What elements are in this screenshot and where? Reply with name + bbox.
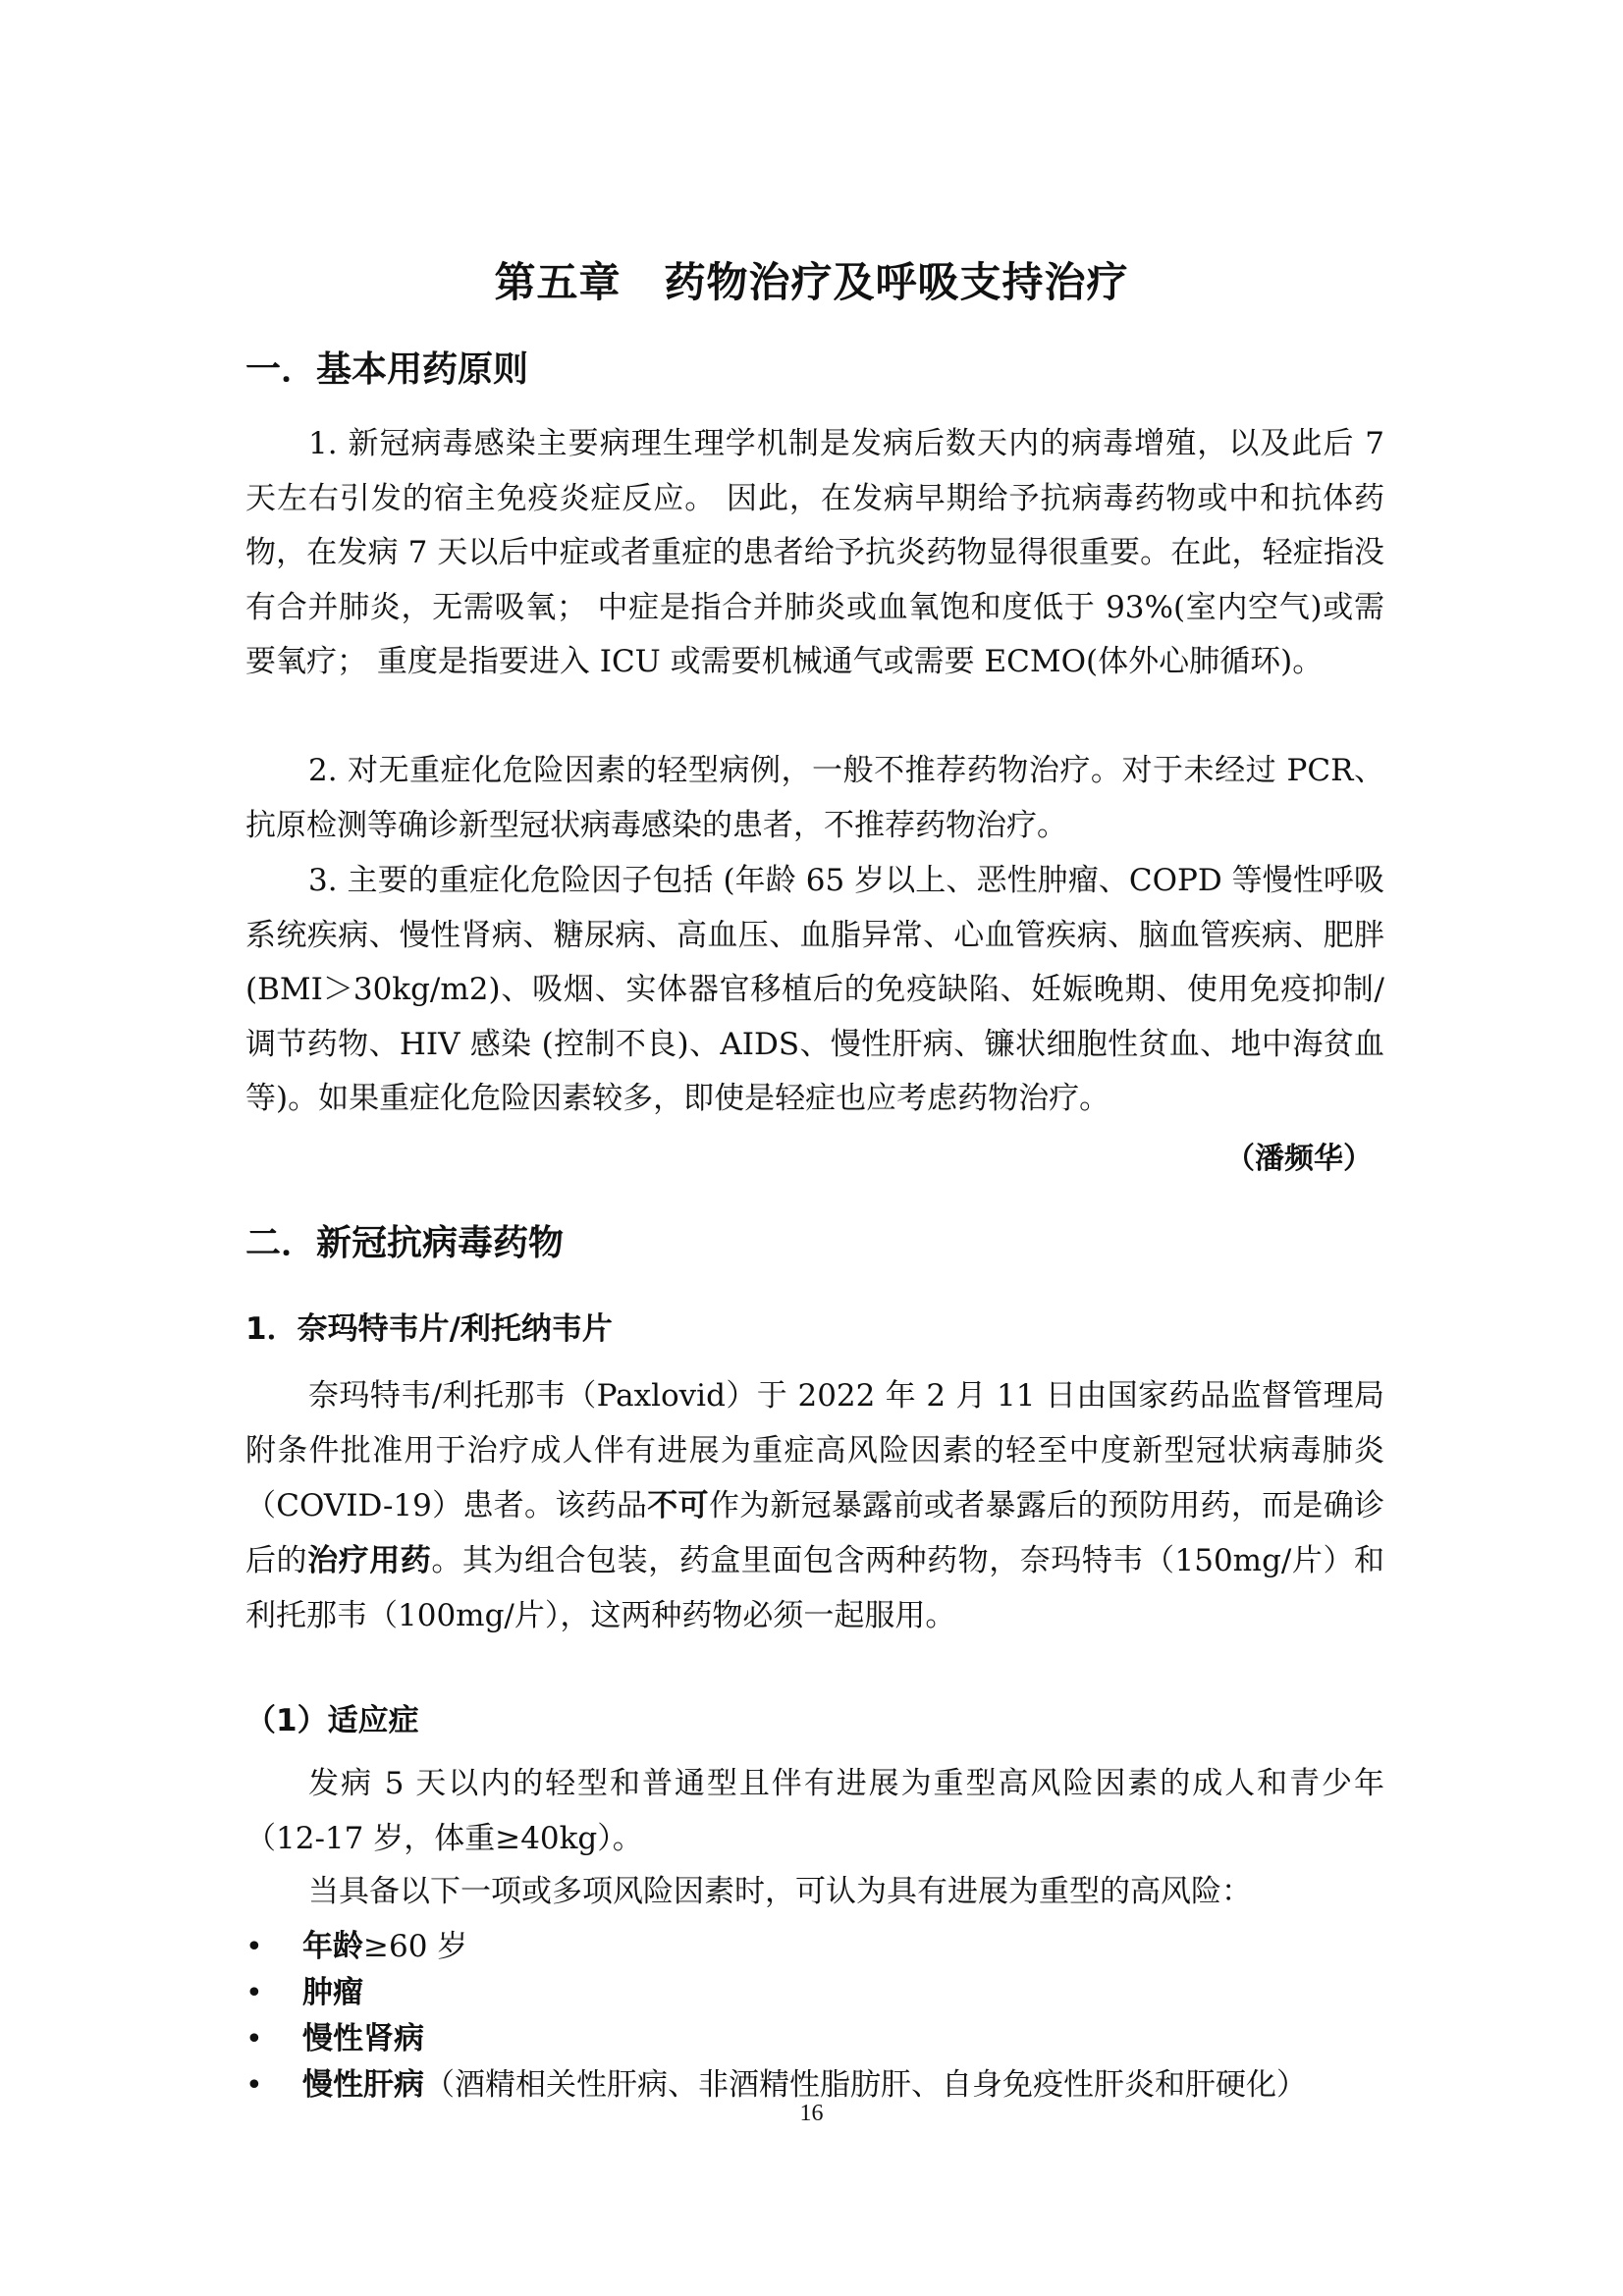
indication-paragraph: 发病 5 天以内的轻型和普通型且伴有进展为重型高风险因素的成人和青少年（12-17 岁，体重≥40kg）。 bbox=[245, 1766, 1384, 1856]
paragraph-2: 2. 对无重症化危险因素的轻型病例，一般不推荐药物治疗。对于未经过 PCR、抗原检测等确诊新型冠状病毒感染的患者，不推荐药物治疗。 bbox=[245, 753, 1384, 843]
indication-heading: （1）适应症 bbox=[245, 1703, 419, 1738]
risk-factor-list bbox=[245, 1924, 1307, 2109]
paxlovid-text-3: 。其为组合包装，药盒里面包含两种药物，奈玛特韦（150mg/片）和利托那韦（100mg/片），这两种药物必须一起服用。 bbox=[245, 1543, 1385, 1633]
paxlovid-emphasis-treatment: 治疗用药 bbox=[307, 1543, 432, 1578]
risk-factor-detail: （酒精相关性肝病、非酒精性脂肪肝、自身免疫性肝炎和肝硬化） bbox=[424, 2067, 1307, 2103]
paxlovid-emphasis-not: 不可 bbox=[647, 1488, 709, 1523]
section-heading-antiviral-drugs: 二．新冠抗病毒药物 bbox=[245, 1223, 565, 1263]
chapter-name: 药物治疗及呼吸支持治疗 bbox=[664, 258, 1129, 306]
list-item bbox=[245, 1970, 1307, 2016]
list-item bbox=[245, 2016, 1307, 2062]
bullet-icon: • bbox=[245, 1976, 263, 2010]
chapter-number: 第五章 bbox=[494, 258, 622, 306]
risk-factor-label: 肿瘤 bbox=[302, 1975, 363, 2010]
risk-factor-label: 年龄 bbox=[302, 1929, 363, 1964]
chapter-title bbox=[0, 250, 1623, 309]
subsection-heading-paxlovid: 1．奈玛特韦片/利托纳韦片 bbox=[245, 1311, 613, 1347]
paxlovid-text-2: 作为新冠暴露前或者暴露后的预防用药，而是确诊后的 bbox=[245, 1488, 1385, 1578]
risk-factor-label: 慢性肝病 bbox=[302, 2067, 424, 2103]
paragraph-1: 1. 新冠病毒感染主要病理生理学机制是发病后数天内的病毒增殖，以及此后 7 天左右引发的宿主免疫炎症反应。 因此，在发病早期给予抗病毒药物或中和抗体药物，在发病 7 天以后中症或者重症的患者给予抗炎药物显得很重要。在此，轻症指没有合并肺炎，无需吸氧； 中症是指合并肺炎或血氧饱和度低于 93%(室内空气)或需要氧疗； 重度是指要进入 ICU 或需要机械通气或需要 ECMO(体外心肺循环)。 bbox=[245, 426, 1384, 680]
paxlovid-text-1: 奈玛特韦/利托那韦（Paxlovid）于 2022 年 2 月 11 日由国家药品监督管理局附条件批准用于治疗成人伴有进展为重症高风险因素的轻至中度新型冠状病毒肺炎（COVID-19）患者。该药品 bbox=[245, 1378, 1384, 1523]
section-heading-basic-principles: 一．基本用药原则 bbox=[245, 349, 529, 390]
bullet-icon: • bbox=[245, 2068, 263, 2103]
paxlovid-paragraph bbox=[245, 1368, 1384, 1643]
bullet-icon: • bbox=[245, 2022, 263, 2056]
bullet-icon: • bbox=[245, 1930, 263, 1964]
page-number: 16 bbox=[799, 2101, 824, 2126]
risk-factor-label: 慢性肾病 bbox=[302, 2021, 424, 2056]
list-item bbox=[245, 1924, 1307, 1970]
risk-factor-detail: ≥60 岁 bbox=[363, 1929, 468, 1964]
author-credit: （潘频华） bbox=[1225, 1142, 1373, 1176]
risk-intro-paragraph: 当具备以下一项或多项风险因素时，可认为具有进展为重型的高风险： bbox=[308, 1874, 1252, 1909]
paragraph-3: 3. 主要的重症化危险因子包括 (年龄 65 岁以上、恶性肿瘤、COPD 等慢性呼吸系统疾病、慢性肾病、糖尿病、高血压、血脂异常、心血管疾病、脑血管疾病、肥胖 (BMI＞30kg/m2)、吸烟、实体器官移植后的免疫缺陷、妊娠晚期、使用免疫抑制/调节药物、HIV 感染 (控制不良)、AIDS、慢性肝病、镰状细胞性贫血、地中海贫血等)。如果重症化危险因素较多，即使是轻症也应考虑药物治疗。 bbox=[245, 863, 1384, 1117]
